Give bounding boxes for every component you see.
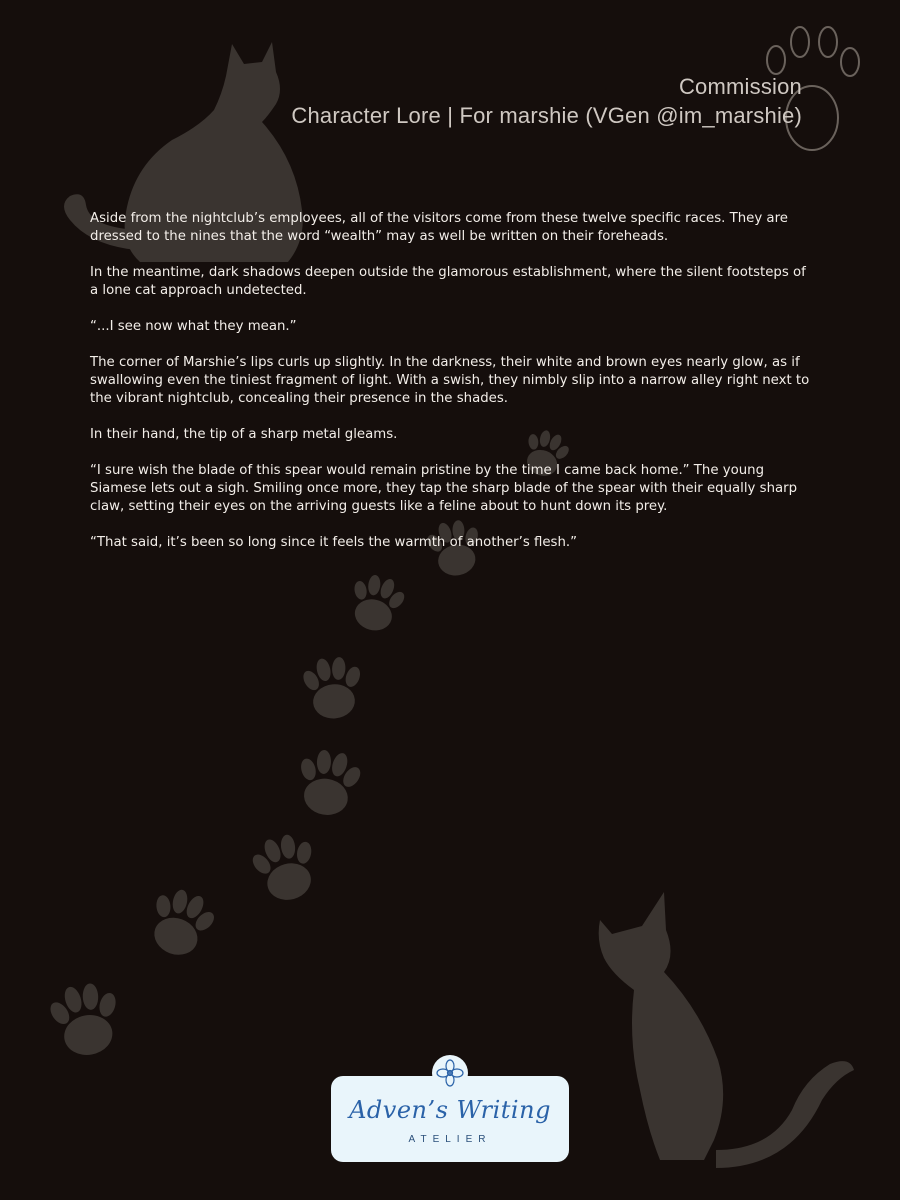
cat-silhouette-icon <box>599 892 854 1168</box>
paw-print-icon <box>245 828 326 908</box>
commission-title: Character Lore | For marshie (VGen @im_marshie) <box>291 103 802 128</box>
story-paragraph: In their hand, the tip of a sharp metal gleams. <box>90 427 398 442</box>
commission-label: Commission <box>678 74 802 99</box>
story-paragraph: “I sure wish the blade of this spear would remain pristine by the time I came back home.” The young Siamese lets out a sigh. Smiling once more, they tap the sharp blade of the spear with their equally sharp claw, setting their eyes on the arriving guests like a feline about to hunt down its prey. <box>90 463 798 514</box>
story-paragraph: “...I see now what they mean.” <box>90 319 297 334</box>
paw-print-icon <box>342 569 410 637</box>
paw-print-icon <box>299 654 367 721</box>
header <box>291 72 802 130</box>
story-body <box>90 210 812 570</box>
story-paragraph: The corner of Marshie’s lips curls up slightly. In the darkness, their white and brown eyes nearly glow, as if swallowing even the tiniest fragment of light. With a swish, they nimbly slip into a narrow alley right next to the vibrant nightclub, concealing their presence in the shades. <box>90 355 810 406</box>
story-paragraph: In the meantime, dark shadows deepen outside the glamorous establishment, where the silent footsteps of a lone cat approach undetected. <box>90 265 806 298</box>
brand-logo-subtitle: ATELIER <box>408 1134 492 1145</box>
paw-print-icon <box>44 978 128 1061</box>
paw-print-icon <box>290 745 366 820</box>
story-paragraph: “That said, it’s been so long since it feels the warmth of another’s flesh.” <box>90 535 578 550</box>
flower-icon <box>432 1055 468 1091</box>
story-paragraph: Aside from the nightclub’s employees, all of the visitors come from these twelve specific races. They are dressed to the nines that the word “wealth” may as well be written on their foreheads. <box>90 211 788 244</box>
brand-logo-title: Adven’s Writing <box>349 1096 551 1124</box>
paw-print-icon <box>139 881 223 965</box>
